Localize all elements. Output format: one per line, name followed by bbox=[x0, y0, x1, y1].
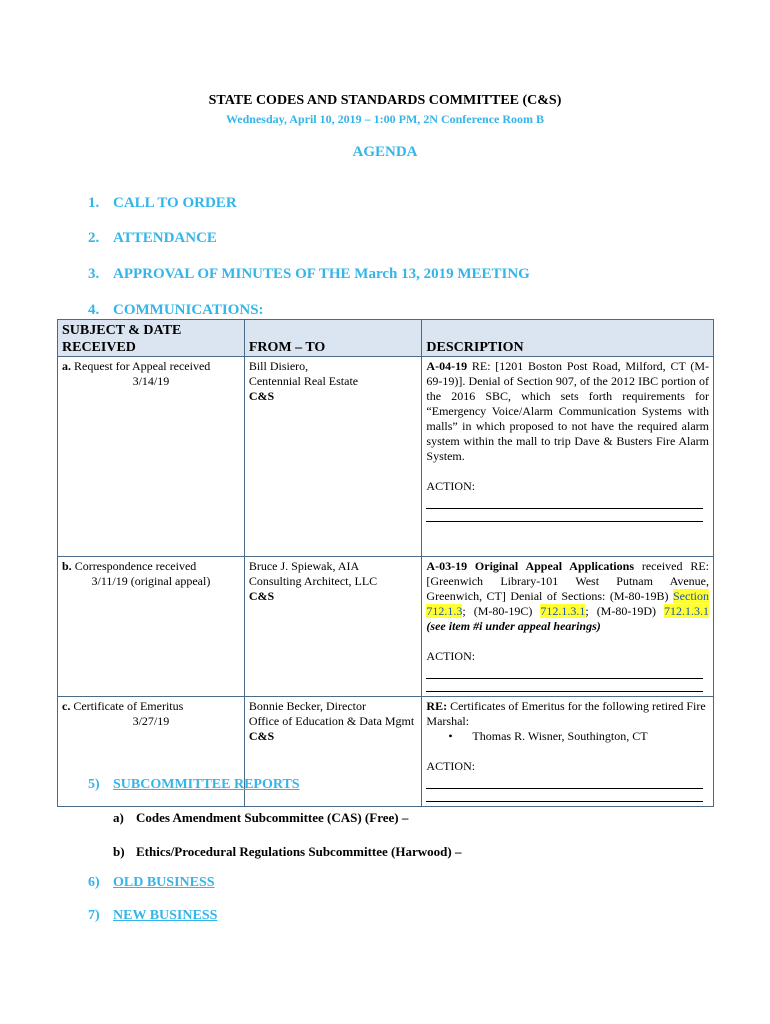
from-to-cell: Bonnie Becker, Director Office of Education & Data Mgmt C&S bbox=[244, 697, 422, 807]
table-row bbox=[58, 557, 714, 697]
description-text: A-03-19 Original Appeal Applications received RE: [Greenwich Library-101 West Putnam Avenue, Greenwich, CT] Denial of Sections: (M-80-19B) Section 712.1.3; (M-80-19C) 712.1.3.1; (M-80-19D) 712.1.3.1 (see item #i under appeal hearings) bbox=[426, 559, 709, 633]
bullet-icon: • bbox=[448, 729, 453, 743]
subject-cell: c. Certificate of Emeritus 3/27/19 bbox=[58, 697, 245, 807]
from-to-cell: Bruce J. Spiewak, AIA Consulting Architect, LLC C&S bbox=[244, 557, 422, 697]
header-from-to: FROM – TO bbox=[244, 320, 422, 357]
agenda-item-communications bbox=[88, 302, 264, 319]
subject-cell: b. Correspondence received 3/11/19 (original appeal) bbox=[58, 557, 245, 697]
meeting-date-location: Wednesday, April 10, 2019 – 1:00 PM, 2N Conference Room B bbox=[225, 112, 545, 126]
communications-table bbox=[57, 319, 714, 807]
item-label: APPROVAL OF MINUTES OF THE March 13, 2019 MEETING bbox=[113, 266, 530, 282]
item-number: 1. bbox=[88, 195, 100, 211]
agenda-item-attendance bbox=[88, 230, 217, 247]
table-header-row bbox=[58, 320, 714, 357]
item-label: CALL TO ORDER bbox=[113, 195, 237, 211]
action-label: ACTION: bbox=[426, 759, 476, 773]
section-subcommittee-reports: 5) SUBCOMMITTEE REPORTS bbox=[88, 777, 300, 792]
item-label: ATTENDANCE bbox=[113, 230, 217, 246]
description-cell bbox=[422, 557, 714, 697]
description-text: A-04-19 RE: [1201 Boston Post Road, Milford, CT (M-69-19)]. Denial of Section 907, of the 2012 IBC portion of the 2016 SBC, which sets forth requirements for “Emergency Voice/Alarm Communication Systems with malls” in which proposed to not have the required alarm system within the mall to trip Dave & Busters Fire Alarm System. bbox=[426, 359, 709, 463]
description-cell bbox=[422, 357, 714, 557]
list-item: • Thomas R. Wisner, Southington, CT bbox=[448, 729, 648, 743]
section-old-business: 6) OLD BUSINESS bbox=[88, 875, 215, 890]
action-line bbox=[426, 494, 703, 509]
highlighted-section: Section 712.1.3 bbox=[426, 589, 709, 618]
highlighted-section: 712.1.3.1 bbox=[540, 604, 586, 618]
header-description: DESCRIPTION bbox=[422, 320, 714, 357]
action-line bbox=[426, 509, 703, 522]
item-number: 3. bbox=[88, 266, 100, 282]
table-row bbox=[58, 357, 714, 557]
item-number: 4. bbox=[88, 302, 100, 318]
document-title: STATE CODES AND STANDARDS COMMITTEE (C&S) bbox=[208, 93, 562, 108]
highlighted-section: 712.1.3.1 bbox=[664, 604, 709, 618]
action-line bbox=[426, 774, 703, 789]
description-text: RE: Certificates of Emeritus for the following retired Fire Marshal: bbox=[426, 699, 706, 728]
subcommittee-item: b) Ethics/Procedural Regulations Subcommittee (Harwood) – bbox=[113, 844, 462, 859]
section-new-business: 7) NEW BUSINESS bbox=[88, 908, 218, 923]
agenda-item-call-to-order bbox=[88, 195, 237, 212]
item-label: COMMUNICATIONS: bbox=[113, 302, 264, 318]
action-line bbox=[426, 789, 703, 802]
description-cell bbox=[422, 697, 714, 807]
subject-cell: a. Request for Appeal received 3/14/19 bbox=[58, 357, 245, 557]
item-number: 2. bbox=[88, 230, 100, 246]
action-line bbox=[426, 679, 703, 692]
action-label: ACTION: bbox=[426, 479, 476, 493]
header-subject-date: SUBJECT & DATE RECEIVED bbox=[58, 320, 245, 357]
action-line bbox=[426, 664, 703, 679]
from-to-cell: Bill Disiero, Centennial Real Estate C&S bbox=[244, 357, 422, 557]
agenda-item-approval-minutes bbox=[88, 266, 530, 283]
agenda-heading: AGENDA bbox=[352, 144, 418, 160]
see-item-note: (see item #i under appeal hearings) bbox=[426, 619, 601, 633]
action-label: ACTION: bbox=[426, 649, 476, 663]
subcommittee-item: a) Codes Amendment Subcommittee (CAS) (Free) – bbox=[113, 810, 409, 825]
